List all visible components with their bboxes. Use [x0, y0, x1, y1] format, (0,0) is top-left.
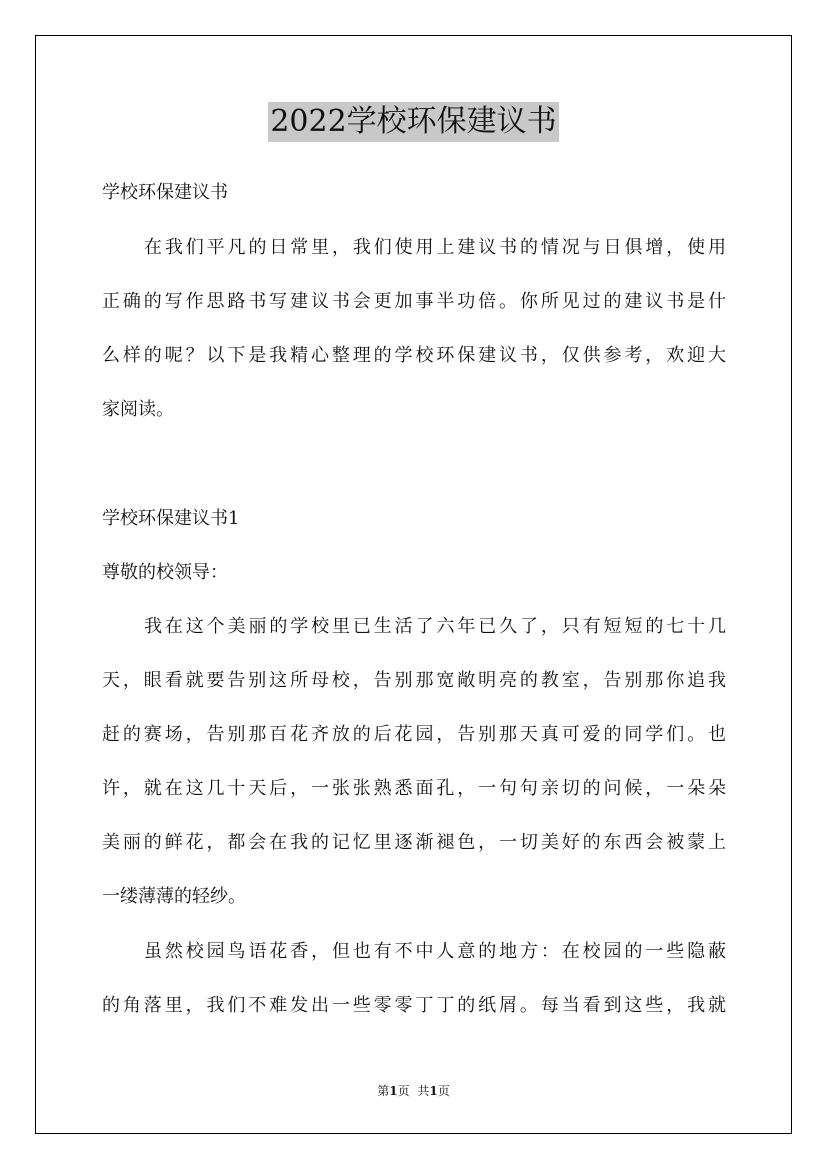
page-prefix: 第 [377, 1084, 390, 1098]
paragraph-line: 一缕薄薄的轻纱。 [102, 886, 246, 907]
paragraph-line: 的角落里，我们不难发出一些零零丁丁的纸屑。每当看到这些，我就 [102, 995, 726, 1016]
intro-line: 么样的呢？以下是我精心整理的学校环保建议书，仅供参考，欢迎大 [102, 345, 726, 366]
page-number: 1 [389, 1084, 398, 1098]
intro-line: 家阅读。 [102, 399, 174, 420]
total-prefix: 共 [417, 1084, 430, 1098]
paragraph-line: 美丽的鲜花，都会在我的记忆里逐渐褪色，一切美好的东西会被蒙上 [102, 832, 726, 853]
salutation: 尊敬的校领导： [102, 562, 228, 583]
section-heading: 学校环保建议书1 [102, 508, 240, 529]
page-footer [0, 1083, 827, 1099]
paragraph-line: 天，眼看就要告别这所母校，告别那宽敞明亮的教室，告别那你追我 [102, 670, 726, 691]
paragraph-line: 许，就在这几十天后，一张张熟悉面孔，一句句亲切的问候，一朵朵 [102, 778, 726, 799]
intro-line: 在我们平凡的日常里，我们使用上建议书的情况与日俱增，使用 [144, 237, 726, 258]
document-subtitle: 学校环保建议书 [102, 182, 228, 203]
title-container [0, 102, 827, 142]
paragraph-line: 赶的赛场，告别那百花齐放的后花园，告别那天真可爱的同学们。也 [102, 724, 726, 745]
total-pages: 1 [429, 1084, 438, 1098]
document-title: 2022学校环保建议书 [268, 102, 558, 142]
total-suffix: 页 [437, 1084, 450, 1098]
page-suffix: 页 [397, 1084, 410, 1098]
paragraph-line: 我在这个美丽的学校里已生活了六年已久了，只有短短的七十几 [144, 616, 726, 637]
intro-line: 正确的写作思路书写建议书会更加事半功倍。你所见过的建议书是什 [102, 291, 726, 312]
paragraph-line: 虽然校园鸟语花香，但也有不中人意的地方：在校园的一些隐蔽 [144, 941, 726, 962]
